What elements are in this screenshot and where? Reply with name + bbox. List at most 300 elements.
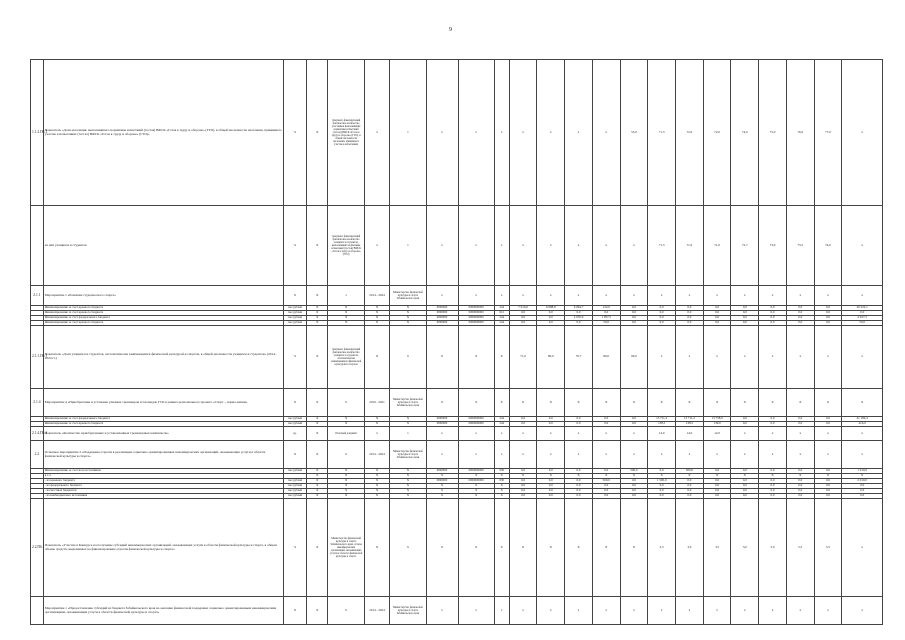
table-cell: Х bbox=[509, 389, 537, 417]
table-cell: х bbox=[592, 206, 620, 286]
table-row bbox=[31, 389, 883, 417]
table-cell: 79,7 bbox=[565, 326, 593, 389]
table-cell: Х bbox=[364, 484, 390, 489]
table-cell: х bbox=[458, 441, 494, 469]
table-cell: тыс.рублей bbox=[283, 311, 306, 316]
table-cell: % bbox=[283, 326, 306, 389]
table-cell: 0,0 bbox=[731, 422, 759, 427]
table-cell: Х bbox=[307, 316, 328, 321]
table-cell: 2014 - 2024 bbox=[364, 286, 390, 306]
table-cell: Министерство физической культуры и спорта Забайкальского края bbox=[390, 389, 426, 417]
table-cell: Х bbox=[307, 441, 328, 469]
table-cell: 72,0 bbox=[676, 60, 704, 206]
table-cell: х bbox=[648, 597, 676, 625]
table-cell: 0,0 bbox=[509, 479, 537, 484]
table-cell: 0,0 bbox=[814, 489, 842, 494]
table-cell: 0,0 bbox=[814, 306, 842, 311]
table-cell: Х bbox=[307, 417, 328, 422]
table-cell: Х bbox=[494, 499, 509, 597]
table-cell: 0,0 bbox=[759, 306, 787, 311]
table-cell: 138,5 bbox=[648, 422, 676, 427]
table-cell: 0,0 bbox=[703, 494, 731, 499]
table-cell: Х bbox=[731, 389, 759, 417]
table-cell: Х bbox=[364, 316, 390, 321]
table-cell: х bbox=[731, 597, 759, 625]
table-cell: х bbox=[494, 441, 509, 469]
table-cell: 0,0 bbox=[786, 484, 814, 489]
table-cell: х bbox=[620, 597, 648, 625]
table-cell: 500,0 bbox=[592, 479, 620, 484]
table-cell: Х bbox=[426, 474, 458, 479]
table-cell: Х bbox=[307, 499, 328, 597]
table-cell: Х bbox=[307, 597, 328, 625]
table-cell: Министерство физической культуры и спорта Забайкальского края bbox=[390, 286, 426, 306]
table-cell: Х bbox=[390, 494, 426, 499]
table-cell: Х bbox=[283, 597, 306, 625]
table-cell: х bbox=[565, 60, 593, 206]
table-cell: 244 bbox=[494, 417, 509, 422]
table-cell: 0,0 bbox=[537, 311, 565, 316]
table-cell: 0000000000 bbox=[458, 306, 494, 311]
table-cell: 0,0 bbox=[842, 489, 883, 494]
table-cell: х bbox=[814, 597, 842, 625]
table-cell: х bbox=[731, 427, 759, 441]
table-cell: 0,0 bbox=[565, 422, 593, 427]
table-cell: 13 758,0 bbox=[703, 417, 731, 422]
table-cell: 0000000000 bbox=[458, 422, 494, 427]
table-cell: 0,0 bbox=[509, 422, 537, 427]
row-description: - из местных бюджетов bbox=[43, 489, 283, 494]
table-cell: 0,0 bbox=[731, 321, 759, 326]
table-cell: х bbox=[620, 286, 648, 306]
table-cell: 0,0 bbox=[537, 469, 565, 474]
table-cell: 0,0 bbox=[814, 316, 842, 321]
table-cell: х bbox=[592, 597, 620, 625]
row-description: - из федерального бюджета bbox=[43, 484, 283, 489]
table-cell: Х bbox=[390, 417, 426, 422]
table-cell: 14,0 bbox=[648, 427, 676, 441]
table-cell: 0,0 bbox=[592, 311, 620, 316]
table-cell: 71,3 bbox=[648, 206, 676, 286]
table-cell: Х bbox=[307, 427, 328, 441]
table-cell: х bbox=[426, 286, 458, 306]
table-cell: 0,0 bbox=[676, 494, 704, 499]
table-cell: 0,0 bbox=[703, 321, 731, 326]
row-description: Показатель «Доля населения, выполнившего нормативы испытаний (тестов) ВФСК «Готов к труду и обороне» (ГТО), в общей численности населения, принявшего участие в испытаниях (тестах) ВФСК «Готов к труду и обороне» (ГТО)» bbox=[43, 60, 283, 206]
table-cell: 0,0 bbox=[648, 469, 676, 474]
table-cell: х bbox=[731, 441, 759, 469]
table-cell: 0,0 bbox=[537, 417, 565, 422]
table-cell: Х bbox=[364, 422, 390, 427]
table-row bbox=[31, 60, 883, 206]
table-cell: 13 711,2 bbox=[676, 417, 704, 422]
table-cell: 0,0 bbox=[842, 484, 883, 489]
table-cell: Х bbox=[364, 489, 390, 494]
table-cell: 0,0 bbox=[565, 469, 593, 474]
table-cell: 0000000 bbox=[426, 311, 458, 316]
table-cell: Х bbox=[390, 479, 426, 484]
row-code bbox=[31, 206, 44, 286]
table-cell: х bbox=[676, 286, 704, 306]
table-cell: Х bbox=[364, 494, 390, 499]
table-cell: тыс.рублей bbox=[283, 479, 306, 484]
row-description: Основное мероприятие 2 «Поддержка отрасли в реализации социально ориентированных некоммерческих организаций, оказывающих услуги в области физической культуры и спорта» bbox=[43, 441, 283, 469]
table-cell: Х bbox=[592, 499, 620, 597]
table-cell: 2 010,0 bbox=[842, 479, 883, 484]
table-cell: Министерство физической культуры и спорта Забайкальского края bbox=[390, 597, 426, 625]
table-cell: х bbox=[592, 60, 620, 206]
table-cell: Х bbox=[426, 326, 458, 389]
table-cell: Х bbox=[676, 389, 704, 417]
table-cell: 1 957,5 bbox=[592, 316, 620, 321]
table-cell: Х bbox=[307, 489, 328, 494]
table-cell: 1 500,0 bbox=[648, 479, 676, 484]
table-cell: 0,0 bbox=[676, 316, 704, 321]
table-cell: Х bbox=[364, 311, 390, 316]
table-cell: х bbox=[565, 206, 593, 286]
table-cell: 0,0 bbox=[537, 479, 565, 484]
table-cell: х bbox=[537, 60, 565, 206]
table-cell: 0000000000 bbox=[458, 417, 494, 422]
table-cell: Х bbox=[364, 469, 390, 474]
table-cell: 0,0 bbox=[676, 484, 704, 489]
table-cell: х bbox=[703, 286, 731, 306]
table-cell: Х bbox=[509, 474, 537, 479]
table-cell: х bbox=[759, 326, 787, 389]
table-cell: 2014 - 2024 bbox=[364, 441, 390, 469]
table-cell: Х bbox=[390, 326, 426, 389]
table-cell: 0,0 bbox=[814, 469, 842, 474]
table-cell: 0000000 bbox=[426, 422, 458, 427]
table-cell: Х bbox=[328, 316, 364, 321]
table-cell: х bbox=[786, 427, 814, 441]
table-cell: х bbox=[814, 441, 842, 469]
table-cell: Х bbox=[328, 311, 364, 316]
table-cell: 0,0 bbox=[759, 417, 787, 422]
row-description: Финансирование за счет всех источников bbox=[43, 469, 283, 474]
table-cell: 0,0 bbox=[537, 484, 565, 489]
table-cell: х bbox=[458, 427, 494, 441]
table-cell: Х bbox=[283, 441, 306, 469]
table-cell: 0,0 bbox=[759, 479, 787, 484]
table-cell: 0,0 bbox=[509, 484, 537, 489]
table-cell: Х bbox=[494, 484, 509, 489]
table-cell: 244 bbox=[494, 306, 509, 311]
table-cell: 0,0 bbox=[842, 494, 883, 499]
table-cell: х bbox=[426, 427, 458, 441]
table-cell: Х bbox=[814, 474, 842, 479]
table-cell: Х bbox=[390, 484, 426, 489]
table-cell: 0,0 bbox=[565, 494, 593, 499]
table-cell: 0,0 bbox=[786, 494, 814, 499]
table-cell: 80,0 bbox=[592, 326, 620, 389]
table-cell: Х bbox=[328, 489, 364, 494]
table-cell: х bbox=[592, 427, 620, 441]
table-cell: х bbox=[537, 597, 565, 625]
table-cell: 0,0 bbox=[731, 479, 759, 484]
table-cell: 71,0 bbox=[676, 206, 704, 286]
table-cell: х bbox=[620, 427, 648, 441]
table-cell: Х bbox=[390, 474, 426, 479]
table-cell: х bbox=[842, 60, 883, 206]
table-cell: 71,3 bbox=[648, 60, 676, 206]
table-cell: 0,0 bbox=[509, 311, 537, 316]
table-cell: Х bbox=[328, 417, 364, 422]
table-cell: 0,0 bbox=[731, 489, 759, 494]
table-cell: 0,0 bbox=[509, 494, 537, 499]
table-cell: Х bbox=[458, 326, 494, 389]
table-cell: 0,0 bbox=[814, 321, 842, 326]
table-cell: 0000000000 bbox=[458, 479, 494, 484]
table-cell: 73,5 bbox=[786, 206, 814, 286]
table-cell: х bbox=[458, 597, 494, 625]
table-cell: 73,0 bbox=[759, 206, 787, 286]
row-description: Финансирование за счет краевого бюджета bbox=[43, 321, 283, 326]
table-cell: 0,0 bbox=[620, 321, 648, 326]
table-cell: х bbox=[565, 427, 593, 441]
table-cell: х bbox=[814, 286, 842, 306]
table-cell: Х bbox=[458, 499, 494, 597]
row-code: 2.1.4 bbox=[31, 389, 44, 417]
table-cell: 0,0 bbox=[786, 316, 814, 321]
row-code: 2.1.1.П6.1 bbox=[31, 326, 44, 389]
table-cell: Х bbox=[426, 489, 458, 494]
table-cell: 3,0 bbox=[676, 499, 704, 597]
table-cell: Х bbox=[426, 389, 458, 417]
row-description: - из краевого бюджета bbox=[43, 479, 283, 484]
table-cell: 0,0 bbox=[703, 484, 731, 489]
table-cell: 0000000000 bbox=[458, 321, 494, 326]
table-cell: Х bbox=[703, 474, 731, 479]
table-cell: Х bbox=[390, 489, 426, 494]
table-cell: Х bbox=[307, 469, 328, 474]
table-cell: х bbox=[537, 206, 565, 286]
program-table bbox=[30, 59, 883, 625]
table-cell: х bbox=[842, 597, 883, 625]
row-code: 2.1.1 bbox=[31, 286, 44, 306]
table-cell: 122,6 bbox=[592, 306, 620, 311]
table-cell: х bbox=[509, 427, 537, 441]
table-cell: х bbox=[426, 60, 458, 206]
table-cell: 71,0 bbox=[509, 326, 537, 389]
table-cell: х bbox=[676, 326, 704, 389]
table-cell: Х bbox=[364, 417, 390, 422]
table-cell: х bbox=[426, 441, 458, 469]
table-cell: Х bbox=[458, 484, 494, 489]
table-cell: Х bbox=[390, 311, 426, 316]
table-cell: тыс.рублей bbox=[283, 306, 306, 311]
table-cell: 0,0 bbox=[759, 494, 787, 499]
table-cell: 0,0 bbox=[565, 484, 593, 489]
table-cell: 72,0 bbox=[703, 60, 731, 206]
table-cell: Х bbox=[328, 422, 364, 427]
table-cell: тыс.рублей bbox=[283, 422, 306, 427]
row-code bbox=[31, 597, 44, 625]
table-cell: Х bbox=[283, 389, 306, 417]
table-cell: 0,0 bbox=[565, 489, 593, 494]
row-description: Показатель «Участие в Конкурсе на получение субсидий некоммерческих организаций, оказывающих услуги в области физической культуры и спорта, в общем объеме средств, выделяемых на финансирование отрасли физической культуры и спорта» bbox=[43, 499, 283, 597]
table-cell: 0,0 bbox=[537, 422, 565, 427]
table-cell: х bbox=[842, 206, 883, 286]
table-cell: х bbox=[620, 206, 648, 286]
table-cell: 0000000000 bbox=[458, 316, 494, 321]
table-cell: 0,0 bbox=[786, 469, 814, 474]
table-cell: Х bbox=[328, 306, 364, 311]
table-cell: % bbox=[283, 499, 306, 597]
table-cell: х bbox=[814, 427, 842, 441]
table-cell: 6 088,8 bbox=[537, 306, 565, 311]
table-cell: х bbox=[509, 286, 537, 306]
table-cell: тыс.рублей bbox=[283, 417, 306, 422]
table-cell: 0,0 bbox=[814, 417, 842, 422]
table-cell: Х bbox=[328, 441, 364, 469]
table-cell: Х bbox=[786, 474, 814, 479]
table-cell: Х bbox=[307, 306, 328, 311]
table-cell: Х bbox=[364, 321, 390, 326]
table-cell: Х bbox=[328, 479, 364, 484]
table-cell: х bbox=[494, 427, 509, 441]
table-cell: Документ, фиксирующий фактическое количество учащихся и студентов, систематически занимающихся физической культурой и спортом bbox=[328, 326, 364, 389]
table-cell: Х bbox=[307, 389, 328, 417]
table-cell: 50,0 bbox=[592, 321, 620, 326]
table-cell: х bbox=[426, 206, 458, 286]
table-cell: Х bbox=[537, 499, 565, 597]
table-cell: 0,0 bbox=[592, 417, 620, 422]
table-cell: х bbox=[509, 206, 537, 286]
page-number: 9 bbox=[449, 27, 452, 33]
table-cell: Х bbox=[620, 499, 648, 597]
table-cell: 0,0 bbox=[759, 321, 787, 326]
table-cell: Х bbox=[328, 469, 364, 474]
table-cell: х bbox=[620, 441, 648, 469]
table-cell: Х bbox=[537, 474, 565, 479]
table-cell: 0,0 bbox=[648, 311, 676, 316]
table-cell: 0,0 bbox=[620, 306, 648, 311]
table-row bbox=[31, 286, 883, 306]
table-cell: х bbox=[509, 597, 537, 625]
row-description: Мероприятие 1 «Развитие студенческого спорта» bbox=[43, 286, 283, 306]
table-cell: Х bbox=[458, 494, 494, 499]
table-cell: х bbox=[364, 60, 390, 206]
table-cell: 0,0 bbox=[509, 417, 537, 422]
table-cell: Х bbox=[592, 389, 620, 417]
row-description: - из внебюджетных источников bbox=[43, 494, 283, 499]
table-cell: х bbox=[759, 286, 787, 306]
table-cell: 0,0 bbox=[648, 494, 676, 499]
table-cell: Документ, фиксирующий фактическое количество учащихся и студентов, выполнивших нормативы испытаний (тестов) ВФСК «Готов к труду и обороне» (ГТО) bbox=[328, 206, 364, 286]
table-cell: 0,0 bbox=[703, 316, 731, 321]
table-cell: 0000000000 bbox=[458, 469, 494, 474]
table-cell: Х bbox=[364, 474, 390, 479]
table-cell: Х bbox=[328, 321, 364, 326]
table-cell: 0,0 bbox=[759, 484, 787, 489]
table-cell: 0,0 bbox=[731, 417, 759, 422]
table-cell: 2014 - 2024 bbox=[364, 597, 390, 625]
table-cell: 0,0 bbox=[786, 422, 814, 427]
table-cell: Министерство физической культуры и спорта Забайкальского края bbox=[390, 441, 426, 469]
table-cell: 0,0 bbox=[648, 321, 676, 326]
table-cell: Отчетный документ bbox=[328, 427, 364, 441]
table-cell: Х bbox=[307, 286, 328, 306]
table-cell: х bbox=[842, 286, 883, 306]
table-cell: х bbox=[786, 597, 814, 625]
table-cell: х bbox=[494, 206, 509, 286]
table-cell: Х bbox=[494, 489, 509, 494]
table-cell: Х bbox=[509, 499, 537, 597]
table-cell: Х bbox=[592, 474, 620, 479]
table-cell: 3,5 bbox=[703, 499, 731, 597]
table-cell: Х bbox=[814, 389, 842, 417]
table-cell: 500,0 bbox=[676, 469, 704, 474]
table-cell: 0,0 bbox=[620, 494, 648, 499]
table-cell: 0,0 bbox=[676, 489, 704, 494]
table-cell: Х bbox=[364, 479, 390, 484]
table-cell: 50,0 bbox=[842, 321, 883, 326]
table-cell: 0,0 bbox=[620, 316, 648, 321]
table-cell: Х bbox=[328, 389, 364, 417]
table-cell: х bbox=[390, 206, 426, 286]
table-cell: 0,0 bbox=[648, 484, 676, 489]
table-cell: Х bbox=[307, 321, 328, 326]
table-cell: х bbox=[842, 326, 883, 389]
table-cell: Х bbox=[458, 389, 494, 417]
table-cell: 0,0 bbox=[509, 321, 537, 326]
row-description: Финансирование за счет краевого бюджета bbox=[43, 306, 283, 311]
table-cell: х bbox=[759, 441, 787, 469]
table-cell: Х bbox=[307, 479, 328, 484]
table-cell: х bbox=[426, 597, 458, 625]
table-cell: х bbox=[565, 597, 593, 625]
table-cell: х bbox=[458, 286, 494, 306]
table-cell: 0,0 bbox=[759, 422, 787, 427]
table-cell: Х bbox=[565, 474, 593, 479]
table-cell: 0,0 bbox=[731, 306, 759, 311]
table-cell: 0,0 bbox=[786, 321, 814, 326]
table-cell: 0,0 bbox=[565, 417, 593, 422]
table-cell: 0,0 bbox=[676, 321, 704, 326]
table-cell: Х bbox=[364, 306, 390, 311]
table-cell: 0,0 bbox=[814, 494, 842, 499]
table-cell: Х bbox=[328, 484, 364, 489]
table-cell: 0,0 bbox=[731, 484, 759, 489]
table-cell: 2,5 bbox=[648, 499, 676, 597]
table-cell: 0,0 bbox=[703, 489, 731, 494]
table-cell: х bbox=[759, 597, 787, 625]
table-cell: Х bbox=[565, 499, 593, 597]
row-description: Показатель «Количество приобретенных и установленных тренажерных комплексов» bbox=[43, 427, 283, 441]
table-cell: Х bbox=[648, 474, 676, 479]
table-cell: Х bbox=[283, 286, 306, 306]
table-cell: 0,0 bbox=[703, 479, 731, 484]
table-cell: 0,0 bbox=[509, 489, 537, 494]
table-cell: х bbox=[537, 441, 565, 469]
table-cell: 0,0 bbox=[592, 494, 620, 499]
table-cell: х bbox=[676, 441, 704, 469]
table-cell: Х bbox=[328, 597, 364, 625]
row-description: в т.ч. bbox=[43, 474, 283, 479]
table-cell: х bbox=[537, 286, 565, 306]
table-cell: х bbox=[458, 206, 494, 286]
table-cell: 244 bbox=[494, 316, 509, 321]
row-code: 2.1.4.П6.1 bbox=[31, 427, 44, 441]
table-cell: х bbox=[494, 597, 509, 625]
table-cell: Х bbox=[390, 469, 426, 474]
table-cell: Х bbox=[307, 326, 328, 389]
row-code: 2.2.П6.1 bbox=[31, 499, 44, 597]
table-cell: 0,0 bbox=[731, 469, 759, 474]
table-cell: Х bbox=[307, 422, 328, 427]
table-cell: х bbox=[648, 441, 676, 469]
